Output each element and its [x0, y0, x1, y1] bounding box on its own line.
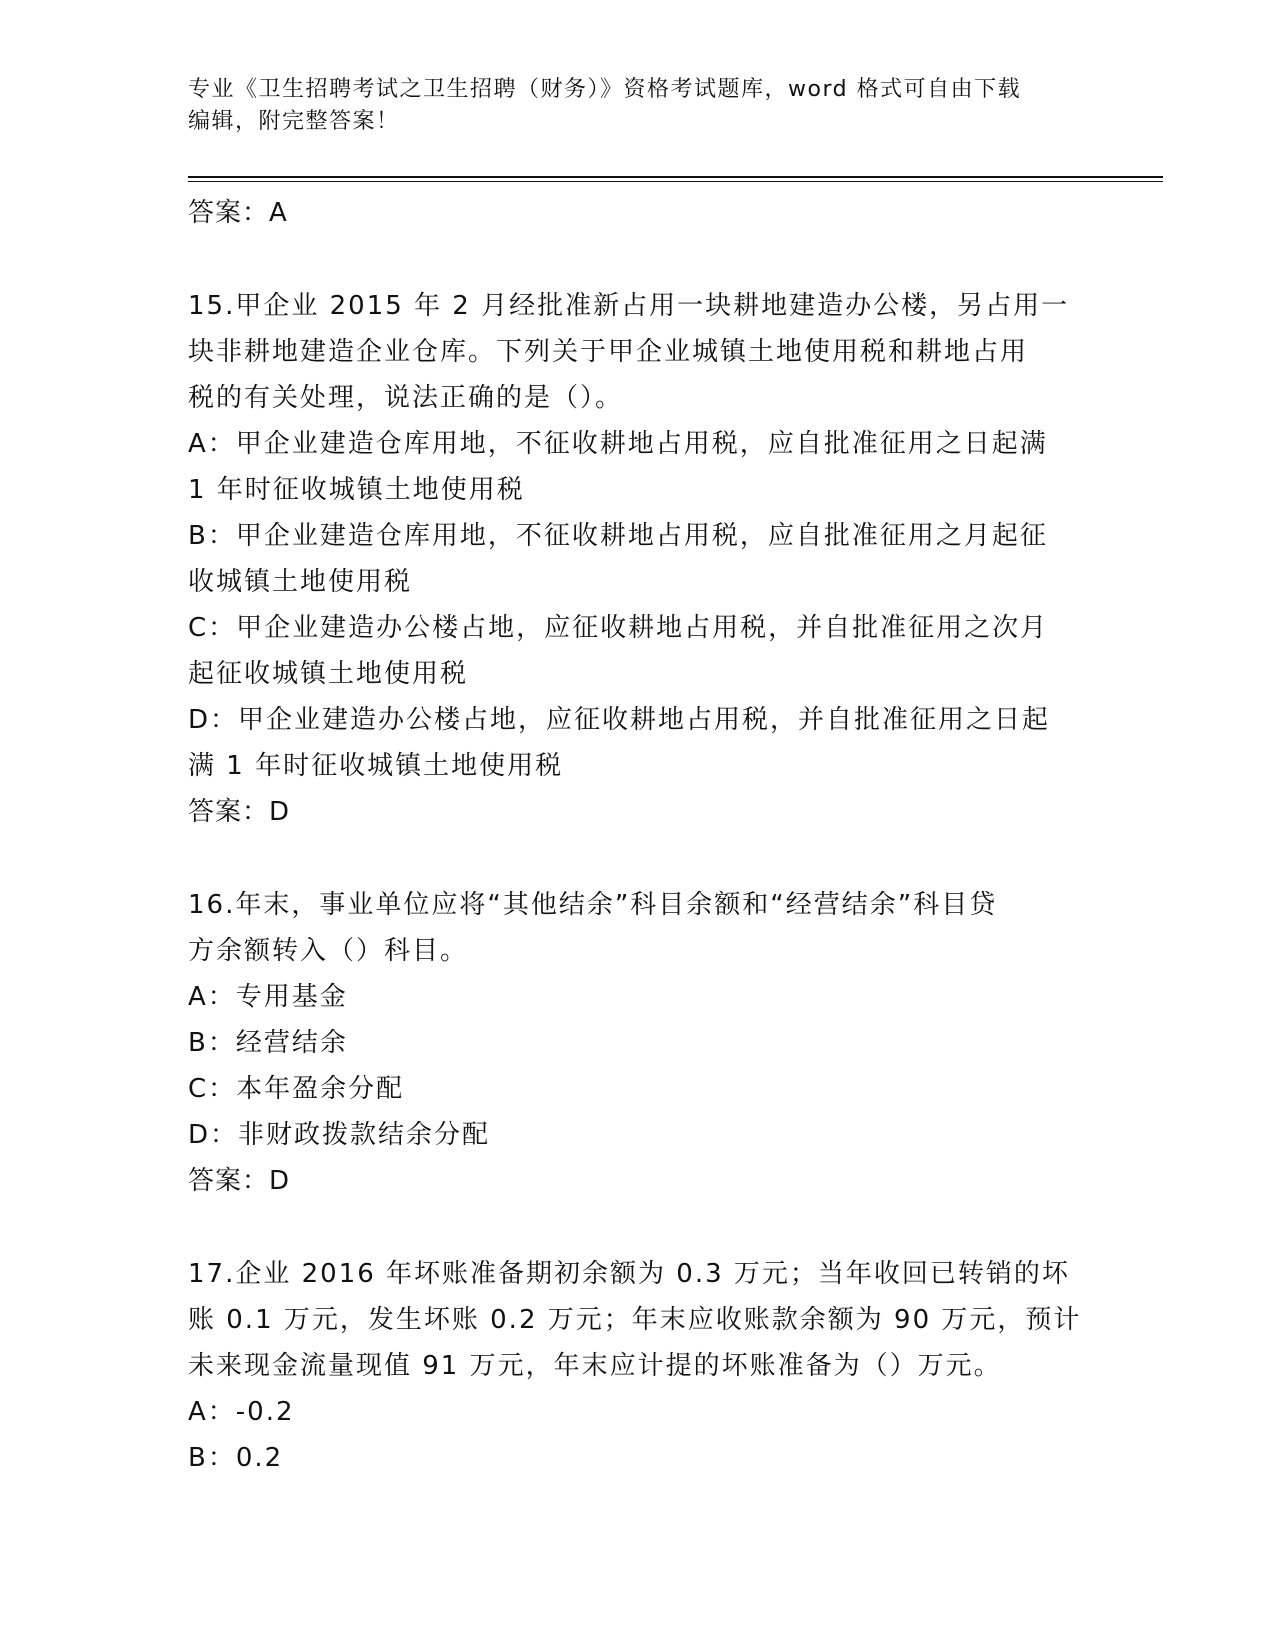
document-body	[188, 190, 1088, 1481]
question-stem-line: 未来现金流量现值 91 万元，年末应计提的坏账准备为（）万元。	[188, 1351, 1002, 1381]
option-line: B：甲企业建造仓库用地，不征收耕地占用税，应自批准征用之月起征	[188, 521, 1048, 551]
question-stem-line: 15.甲企业 2015 年 2 月经批准新占用一块耕地建造办公楼，另占用一	[188, 291, 1070, 321]
question-stem-line: 账 0.1 万元，发生坏账 0.2 万元；年末应收账款余额为 90 万元，预计	[188, 1305, 1082, 1335]
option-line: C：本年盈余分配	[188, 1074, 405, 1104]
option-line: A：-0.2	[188, 1397, 295, 1427]
option-line: 收城镇土地使用税	[188, 567, 413, 597]
header-line-2: 编辑，附完整答案！	[188, 109, 400, 134]
option-line: 起征收城镇土地使用税	[188, 659, 469, 689]
option-line: 满 1 年时征收城镇土地使用税	[188, 751, 564, 781]
question-stem-line: 16.年末，事业单位应将“其他结余”科目余额和“经营结余”科目贷	[188, 890, 998, 920]
option-line: A：专用基金	[188, 982, 348, 1012]
option-line: D：非财政拨款结余分配	[188, 1120, 491, 1150]
question-stem-line: 税的有关处理，说法正确的是（）。	[188, 383, 624, 413]
document-header	[188, 74, 1088, 138]
question-stem-line: 块非耕地建造企业仓库。下列关于甲企业城镇土地使用税和耕地占用	[188, 337, 1029, 367]
question-answer: 答案：D	[188, 797, 291, 827]
option-line: D：甲企业建造办公楼占地，应征收耕地占用税，并自批准征用之日起	[188, 705, 1051, 735]
option-line: A：甲企业建造仓库用地，不征收耕地占用税，应自批准征用之日起满	[188, 429, 1048, 459]
question-answer: 答案：D	[188, 1166, 291, 1196]
option-line: C：甲企业建造办公楼占地，应征收耕地占用税，并自批准征用之次月	[188, 613, 1049, 643]
spacer	[188, 1204, 1088, 1251]
header-line-1: 专业《卫生招聘考试之卫生招聘（财务）》资格考试题库，word 格式可自由下载	[188, 77, 1022, 102]
question-stem-line: 方余额转入（）科目。	[188, 936, 469, 966]
header-divider-thin	[188, 181, 1163, 182]
question-17	[188, 1251, 1088, 1481]
spacer	[188, 835, 1088, 882]
question-16	[188, 882, 1088, 1204]
option-line: B：0.2	[188, 1443, 284, 1473]
previous-answer: 答案：A	[188, 198, 288, 228]
spacer	[188, 236, 1088, 283]
question-15	[188, 283, 1088, 835]
option-line: B：经营结余	[188, 1028, 348, 1058]
header-divider-thick	[188, 176, 1163, 178]
option-line: 1 年时征收城镇土地使用税	[188, 475, 525, 505]
question-stem-line: 17.企业 2016 年坏账准备期初余额为 0.3 万元；当年收回已转销的坏	[188, 1259, 1070, 1289]
